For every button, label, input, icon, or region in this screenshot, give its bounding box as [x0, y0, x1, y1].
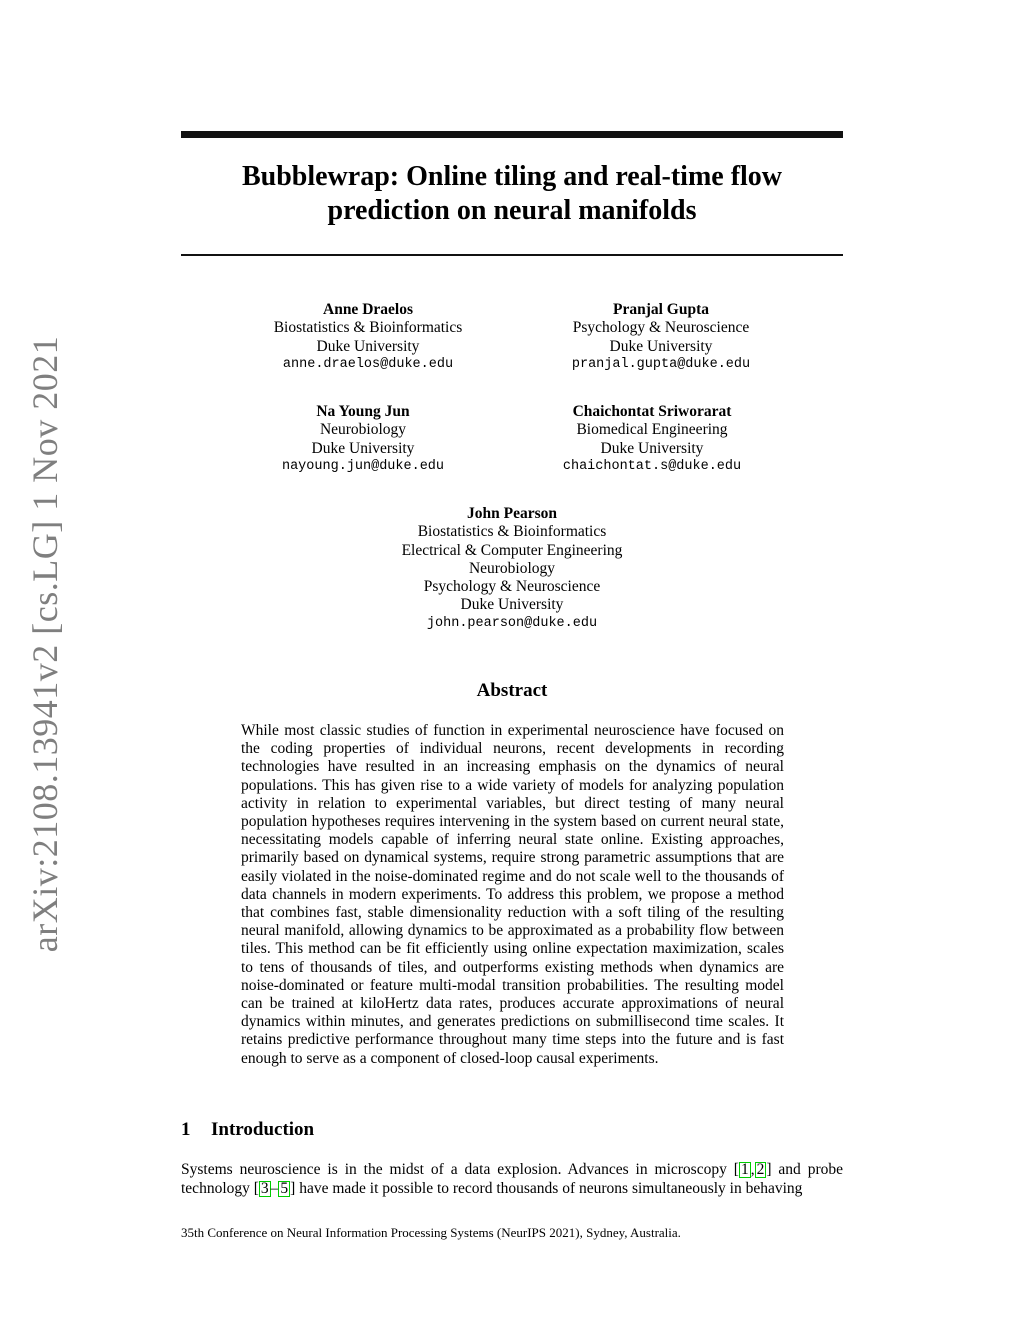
- section-heading-introduction: [181, 1119, 843, 1141]
- citation-link[interactable]: 1: [740, 1161, 749, 1178]
- author-affiliation: Psychology & Neuroscience: [423, 578, 601, 596]
- author-affiliation: Biomedical Engineering: [576, 421, 728, 439]
- title-rule-top: [181, 131, 843, 138]
- intro-text: ] and probe technology [: [181, 1161, 843, 1197]
- section-title: Introduction: [211, 1119, 315, 1140]
- author-affiliation: Duke University: [460, 596, 564, 614]
- author-affiliation: Psychology & Neuroscience: [572, 319, 750, 337]
- citation-separator: ,: [750, 1161, 755, 1178]
- author-block: [496, 301, 826, 374]
- author-affiliation: Neurobiology: [468, 559, 556, 577]
- author-email[interactable]: chaichontat.s@duke.edu: [562, 458, 742, 474]
- abstract-heading: Abstract: [476, 680, 548, 701]
- citation-link[interactable]: 5: [280, 1180, 289, 1197]
- author-affiliation: Duke University: [600, 439, 704, 457]
- author-affiliation: Duke University: [609, 337, 713, 355]
- author-name: Na Young Jun: [316, 403, 410, 420]
- author-block: [198, 403, 528, 476]
- author-email[interactable]: pranjal.gupta@duke.edu: [571, 356, 751, 372]
- author-block: [203, 301, 533, 374]
- intro-text: Systems neuroscience is in the midst of a data explosion. Advances in microscopy [: [181, 1161, 739, 1178]
- author-affiliation: Electrical & Computer Engineering: [401, 541, 623, 559]
- author-email[interactable]: anne.draelos@duke.edu: [282, 356, 454, 372]
- title-line-1: Bubblewrap: Online tiling and real-time flow: [241, 161, 783, 192]
- author-block: [347, 505, 677, 633]
- introduction-paragraph: [181, 1160, 843, 1198]
- author-affiliation: Duke University: [316, 337, 420, 355]
- citation-link[interactable]: 3: [260, 1180, 269, 1197]
- citation-link[interactable]: 2: [756, 1161, 765, 1178]
- intro-text: ] have made it possible to record thousands of neurons simultaneously in behaving: [290, 1180, 803, 1197]
- author-email[interactable]: nayoung.jun@duke.edu: [281, 458, 445, 474]
- title-line-2: prediction on neural manifolds: [327, 195, 697, 226]
- title-rule-bottom: [181, 254, 843, 256]
- author-name: Pranjal Gupta: [612, 301, 710, 318]
- arxiv-identifier: arXiv:2108.13941v2 [cs.LG] 1 Nov 2021: [25, 335, 66, 953]
- section-number: 1: [181, 1119, 191, 1140]
- author-name: Anne Draelos: [323, 301, 413, 318]
- conference-footnote: 35th Conference on Neural Information Processing Systems (NeurIPS 2021), Sydney, Australia.: [181, 1225, 681, 1240]
- author-affiliation: Neurobiology: [319, 421, 407, 439]
- paper-title: [181, 160, 843, 228]
- author-email[interactable]: john.pearson@duke.edu: [426, 615, 598, 631]
- arxiv-sidebar-stamp: [20, 335, 70, 953]
- author-name: Chaichontat Sriworarat: [572, 403, 732, 420]
- author-block: [487, 403, 817, 476]
- author-name: John Pearson: [467, 505, 557, 522]
- author-affiliation: Biostatistics & Bioinformatics: [417, 523, 607, 541]
- author-affiliation: Biostatistics & Bioinformatics: [273, 319, 463, 337]
- citation-separator: –: [270, 1180, 279, 1197]
- author-affiliation: Duke University: [311, 439, 415, 457]
- abstract-body: While most classic studies of function in experimental neuroscience have focused on the coding properties of individual neurons, recent developments in recording technologies have resulted in an increasing emphasis on the dynamics of neural populations. This has given rise to a wide variety of models for analyzing population activity in relation to experimental variables, but direct testing of many neural population hypotheses requires intervening in the system based on current neural state, necessitating models capable of inferring neural state online. Existing approaches, primarily based on dynamical systems, require strong parametric assumptions that are easily violated in the noise-dominated regime and do not scale well to the thousands of data channels in modern experiments. To address this problem, we propose a method that combines fast, stable dimensionality reduction with a soft tiling of the resulting neural manifold, allowing dynamics to be approximated as a probability flow between tiles. This method can be fit efficiently using online expectation maximization, scales to tens of thousands of tiles, and outperforms existing methods when dynamics are noise-dominated or feature multi-modal transition probabilities. The resulting model can be trained at kiloHertz data rates, produces accurate approximations of neural dynamics within minutes, and generates predictions on submillisecond time scales. It retains predictive performance throughout many time steps into the future and is fast enough to serve as a component of closed-loop causal experiments.: [241, 722, 784, 1067]
